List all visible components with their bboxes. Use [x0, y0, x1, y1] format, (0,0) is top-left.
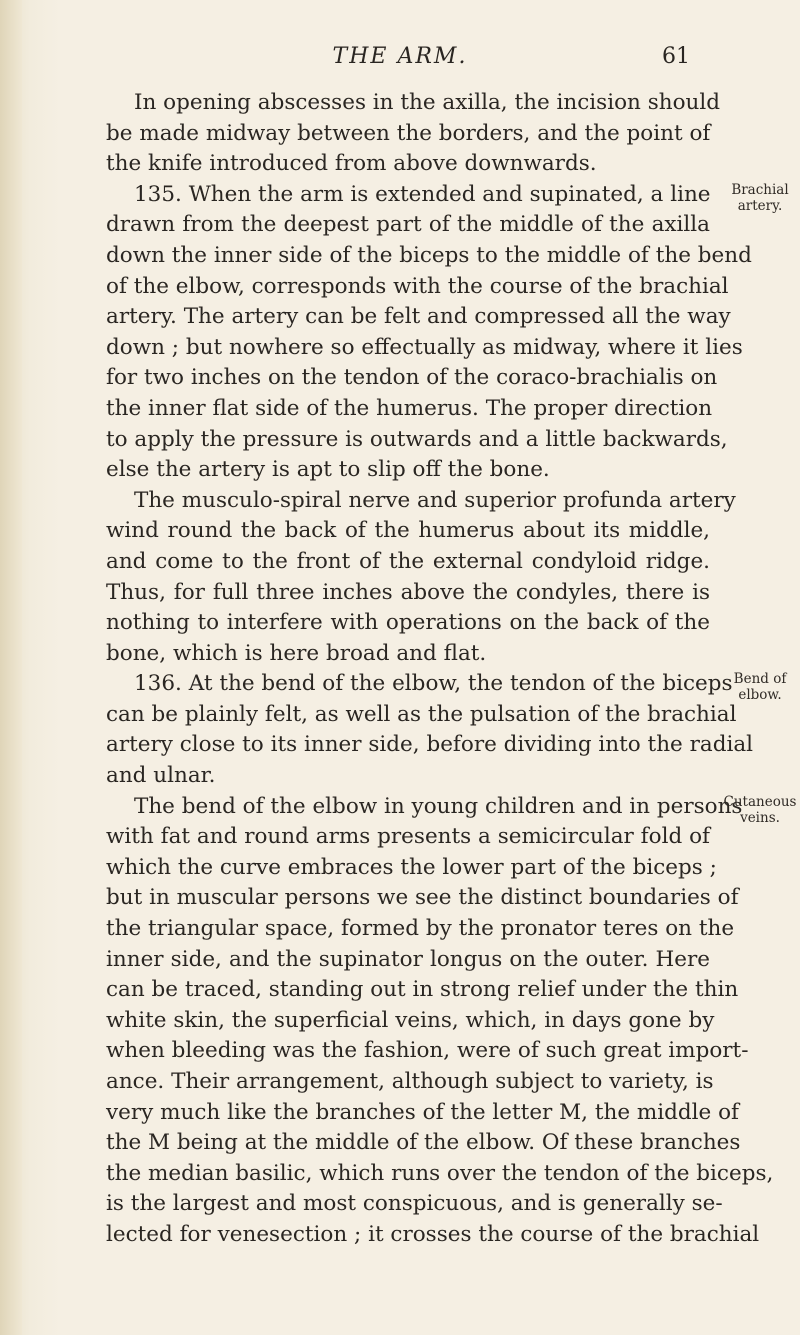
text-line: be made midway between the borders, and the point of — [106, 120, 711, 146]
text-line: and come to the front of the external condyloid ridge. — [106, 548, 710, 574]
text-line: artery. The artery can be felt and compressed all the way — [106, 304, 731, 330]
text-line: the inner flat side of the humerus. The proper direction — [106, 395, 713, 421]
text-line: drawn from the deepest part of the middle of the axilla — [106, 212, 710, 238]
text-line: when bleeding was the fashion, were of such great import- — [106, 1038, 749, 1064]
text-line: Thus, for full three inches above the condyles, there is — [106, 579, 710, 605]
text-line: which the curve embraces the lower part of the biceps ; — [106, 854, 717, 880]
text-line: the M being at the middle of the elbow. Of these branches — [106, 1130, 741, 1156]
text-line: of the elbow, corresponds with the course of the brachial — [106, 273, 729, 299]
text-line: 136. At the bend of the elbow, the tendon of the biceps — [134, 671, 733, 697]
page-gutter-shadow — [0, 0, 22, 1335]
text-line: down ; but nowhere so effectually as midway, where it lies — [106, 334, 743, 360]
text-line: In opening abscesses in the axilla, the incision should — [134, 90, 721, 115]
text-line: to apply the pressure is outwards and a little backwards, — [106, 426, 728, 452]
text-line: artery close to its inner side, before dividing into the radial — [106, 732, 754, 758]
margin-note — [720, 794, 800, 826]
text-line: but in muscular persons we see the distinct boundaries of — [106, 885, 739, 911]
text-line: The musculo-spiral nerve and superior profunda artery — [134, 487, 736, 513]
text-line: very much like the branches of the letter M, the middle of — [106, 1099, 740, 1125]
text-line: the median basilic, which runs over the tendon of the biceps, — [106, 1160, 774, 1186]
text-line: can be traced, standing out in strong relief under the thin — [106, 977, 739, 1003]
text-line: is the largest and most conspicuous, and is generally se- — [106, 1191, 723, 1217]
text-line: white skin, the superficial veins, which, in days gone by — [106, 1007, 715, 1033]
margin-note-line: artery. — [737, 197, 783, 214]
text-line: with fat and round arms presents a semicircular fold of — [106, 824, 710, 850]
margin-note-line: veins. — [740, 809, 780, 826]
text-line: The bend of the elbow in young children and in persons — [134, 793, 743, 819]
text-line: else the artery is apt to slip off the bone. — [106, 457, 550, 483]
text-line: the knife introduced from above downwards. — [106, 151, 597, 177]
text-line: the triangular space, formed by the pronator teres on the — [106, 916, 735, 942]
text-line: can be plainly felt, as well as the pulsation of the brachial — [106, 701, 737, 727]
margin-note — [720, 182, 800, 214]
margin-note — [720, 671, 800, 703]
text-line: ance. Their arrangement, although subject to variety, is — [106, 1069, 714, 1094]
text-line: inner side, and the supinator longus on the outer. Here — [106, 946, 710, 972]
text-line: for two inches on the tendon of the coraco-brachialis on — [106, 365, 718, 391]
text-line: bone, which is here broad and flat. — [106, 640, 487, 666]
text-line: wind round the back of the humerus about its middle, — [106, 518, 710, 544]
margin-note-line: Bend of — [733, 671, 787, 688]
margin-note-line: elbow. — [738, 687, 782, 704]
margin-note-line: Cutaneous — [723, 793, 797, 810]
margin-note-line: Brachial — [731, 181, 789, 198]
text-line: nothing to interfere with operations on the back of the — [106, 610, 710, 636]
running-head — [0, 44, 800, 74]
text-line: lected for venesection ; it crosses the course of the brachial — [106, 1221, 760, 1247]
text-line: down the inner side of the biceps to the middle of the bend — [106, 242, 752, 268]
running-title: THE ARM. — [332, 44, 468, 69]
text-line: and ulnar. — [106, 763, 216, 789]
page-number: 61 — [662, 44, 690, 69]
text-line: 135. When the arm is extended and supinated, a line — [134, 181, 711, 207]
